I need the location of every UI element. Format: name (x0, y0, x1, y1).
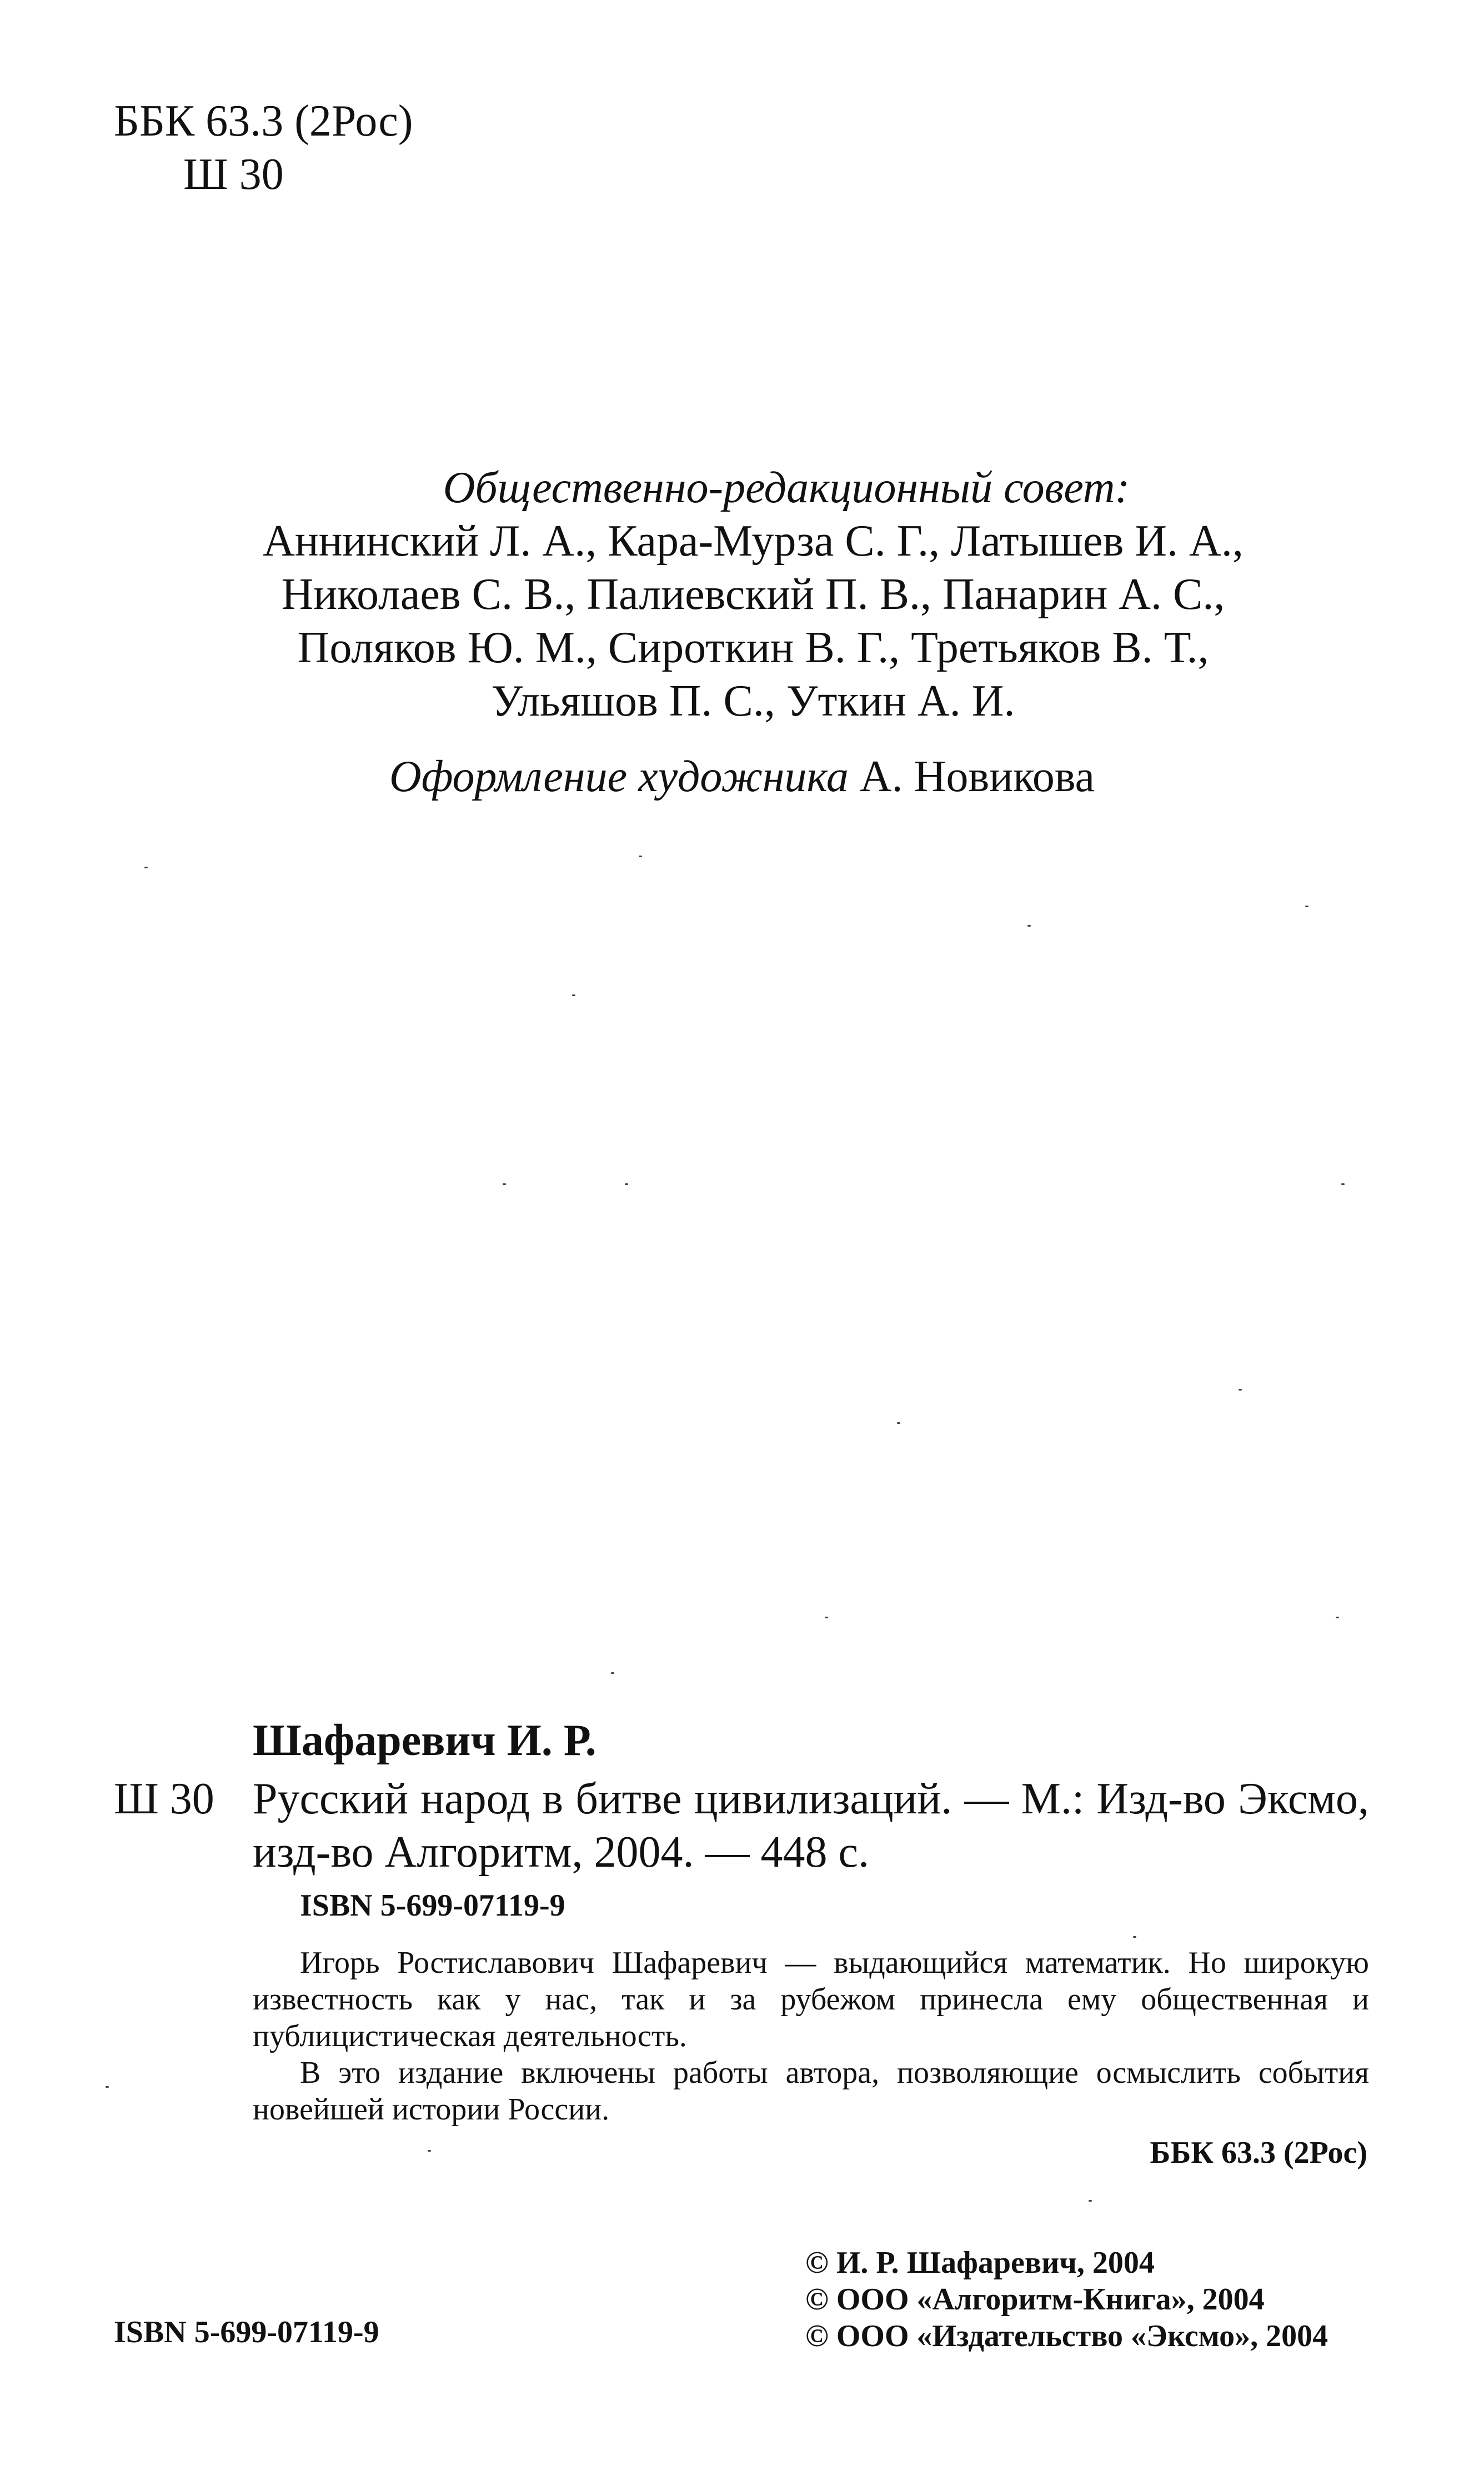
design-credit-artist: А. Новикова (859, 752, 1095, 801)
scan-speck (1341, 1183, 1345, 1185)
scan-speck (625, 1183, 628, 1185)
scan-speck (639, 856, 642, 857)
editorial-board-title: Общественно-редакционный совет: (443, 463, 1130, 512)
scan-speck (1089, 2200, 1092, 2202)
scan-speck (106, 2086, 109, 2088)
scan-speck (428, 2150, 431, 2152)
record-bbk: ББК 63.3 (2Рос) (1150, 2136, 1367, 2170)
copyright-line: © И. Р. Шафаревич, 2004 (805, 2246, 1155, 2280)
editorial-board-line: Поляков Ю. М., Сироткин В. Г., Третьяков В. Т., (297, 623, 1209, 672)
record-author: Шафаревич И. Р. (253, 1716, 596, 1765)
record-annotation (253, 1944, 1369, 2128)
scan-speck (1305, 906, 1308, 907)
annotation-paragraph: Игорь Ростиславович Шафаревич — выдающийся математик. Но широкую известность как у нас, так и за рубежом принесла ему общественная и публицистическая деятельность. (253, 1946, 1369, 2053)
copyright-line: © ООО «Издательство «Эксмо», 2004 (805, 2319, 1328, 2353)
scan-speck (503, 1183, 506, 1185)
scan-speck (1336, 1617, 1339, 1618)
scan-speck (572, 994, 575, 996)
design-credit (0, 750, 1484, 803)
editorial-board-line: Николаев С. В., Палиевский П. В., Панарин А. С., (281, 570, 1225, 619)
editorial-board (0, 461, 1484, 728)
author-sign: Ш 30 (183, 150, 284, 199)
scan-speck (1133, 1936, 1136, 1938)
record-description: Русский народ в битве цивилизаций. — М.: Изд-во Эксмо, изд-во Алгоритм, 2004. — 448 с. (253, 1774, 1369, 1877)
bbk-index: ББК 63.3 (2Рос) (114, 97, 413, 146)
scan-speck (611, 1672, 614, 1674)
bbk-classification-top (114, 94, 413, 201)
scan-speck (144, 867, 148, 868)
copyright-line: © ООО «Алгоритм-Книга», 2004 (805, 2282, 1265, 2317)
scan-speck (825, 1617, 828, 1618)
scan-speck (1239, 1389, 1242, 1391)
record-author-sign: Ш 30 (114, 1774, 214, 1823)
copyright-block (805, 2244, 1328, 2354)
design-credit-label: Оформление художника (389, 752, 849, 801)
editorial-board-line: Аннинский Л. А., Кара-Мурза С. Г., Латышев И. А., (263, 517, 1244, 566)
editorial-board-line: Ульяшов П. С., Уткин А. И. (491, 677, 1015, 726)
scan-speck (897, 1422, 900, 1424)
annotation-paragraph: В это издание включены работы автора, позволяющие осмыслить события новейшей истории России. (253, 2056, 1369, 2127)
record-isbn: ISBN 5-699-07119-9 (300, 1888, 565, 1923)
scan-speck (1027, 925, 1031, 927)
isbn-bottom: ISBN 5-699-07119-9 (114, 2315, 379, 2349)
